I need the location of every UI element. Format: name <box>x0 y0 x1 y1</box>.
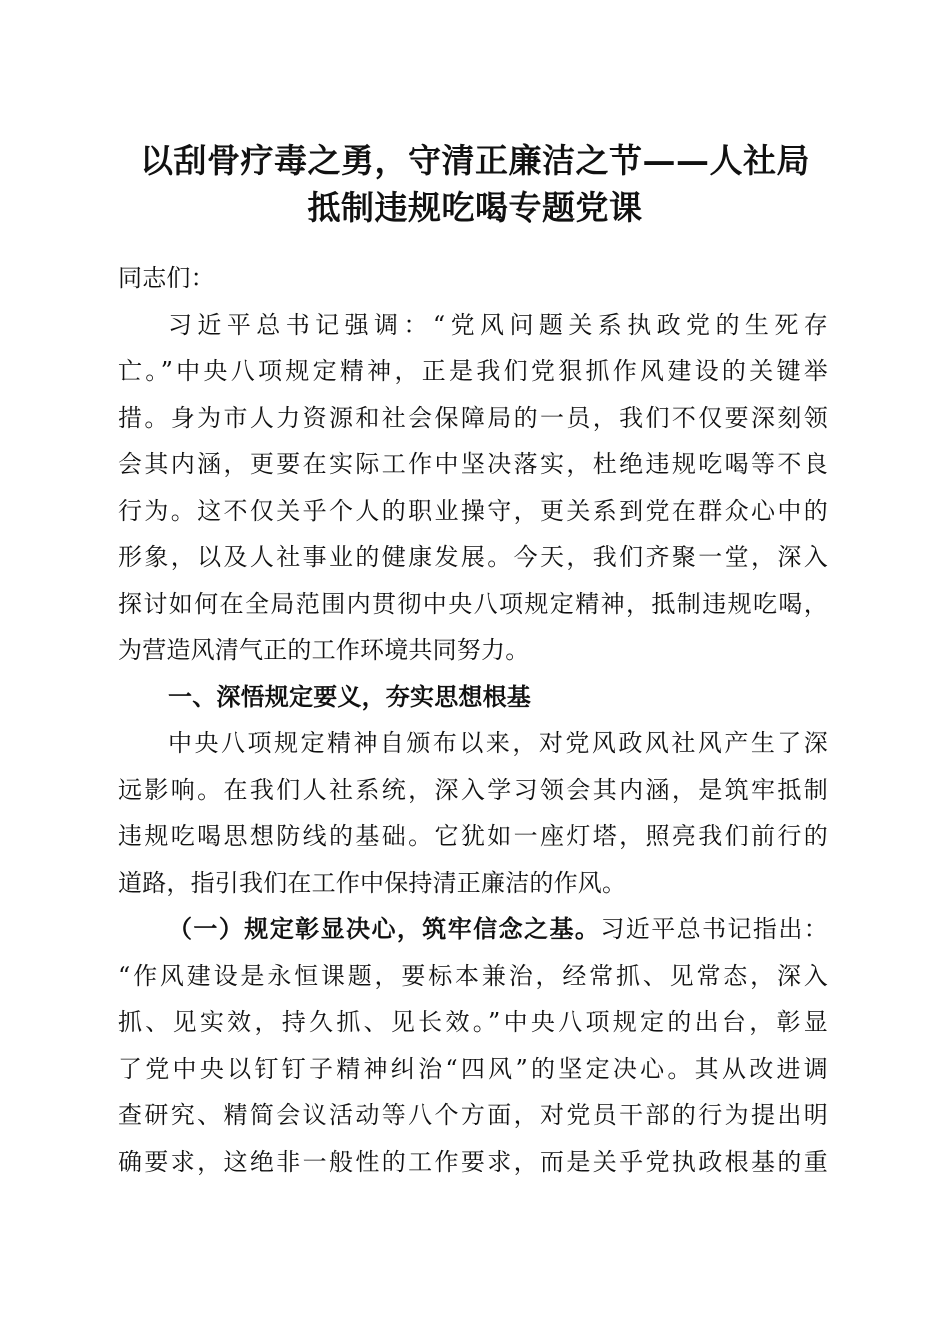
salutation: 同志们： <box>118 264 215 292</box>
subsection-heading: （一）规定彰显决心，筑牢信念之基。 <box>168 914 601 943</box>
paragraph-line: 会其内涵，更要在实际工作中坚决落实，杜绝违规吃喝等不良 <box>118 450 828 478</box>
paragraph-line: 探讨如何在全局范围内贯彻中央八项规定精神，抵制违规吃喝， <box>118 589 828 618</box>
paragraph-text: 习近平总书记指出： <box>600 915 828 943</box>
paragraph-line: 道路，指引我们在工作中保持清正廉洁的作风。 <box>118 868 627 897</box>
paragraph-line: 了党中央以钉钉子精神纠治“四风”的坚定决心。其从改进调 <box>118 1054 828 1083</box>
paragraph-line: 查研究、精简会议活动等八个方面，对党员干部的行为提出明 <box>118 1101 828 1129</box>
paragraph-line: 为营造风清气正的工作环境共同努力。 <box>118 636 530 664</box>
paragraph-section1 <box>118 720 828 906</box>
paragraph-intro <box>118 302 828 674</box>
paragraph-line: 确要求，这绝非一般性的工作要求，而是关乎党执政根基的重 <box>118 1147 828 1176</box>
paragraph-line: 措。身为市人力资源和社会保障局的一员，我们不仅要深刻领 <box>118 403 828 432</box>
paragraph-line: “作风建设是永恒课题，要标本兼治，经常抓、见常态，深入 <box>118 961 828 990</box>
paragraph-line: 远影响。在我们人社系统，深入学习领会其内涵，是筑牢抵制 <box>118 775 828 804</box>
section-heading: 一、深悟规定要义，夯实思想根基 <box>168 682 531 711</box>
paragraph-line: 中央八项规定精神自颁布以来，对党风政风社风产生了深 <box>168 729 828 757</box>
paragraph-line: 抓、见实效，持久抓、见长效。”中央八项规定的出台，彰显 <box>118 1008 828 1036</box>
paragraph-line: 行为。这不仅关乎个人的职业操守，更关系到党在群众心中的 <box>118 496 828 525</box>
paragraph-line: 亡。”中央八项规定精神，正是我们党狠抓作风建设的关键举 <box>118 357 828 385</box>
document-title-line-2: 抵制违规吃喝专题党课 <box>307 188 643 227</box>
document-title-line-1: 以刮骨疗毒之勇，守清正廉洁之节——人社局 <box>140 141 810 180</box>
paragraph-line: 违规吃喝思想防线的基础。它犹如一座灯塔，照亮我们前行的 <box>118 822 828 850</box>
paragraph-subsection1 <box>118 906 828 1185</box>
paragraph-line <box>118 906 828 953</box>
document-body <box>118 255 828 1185</box>
paragraph-line: 形象，以及人社事业的健康发展。今天，我们齐聚一堂，深入 <box>118 543 828 571</box>
paragraph-line: 习近平总书记强调：“党风问题关系执政党的生死存 <box>168 310 828 339</box>
